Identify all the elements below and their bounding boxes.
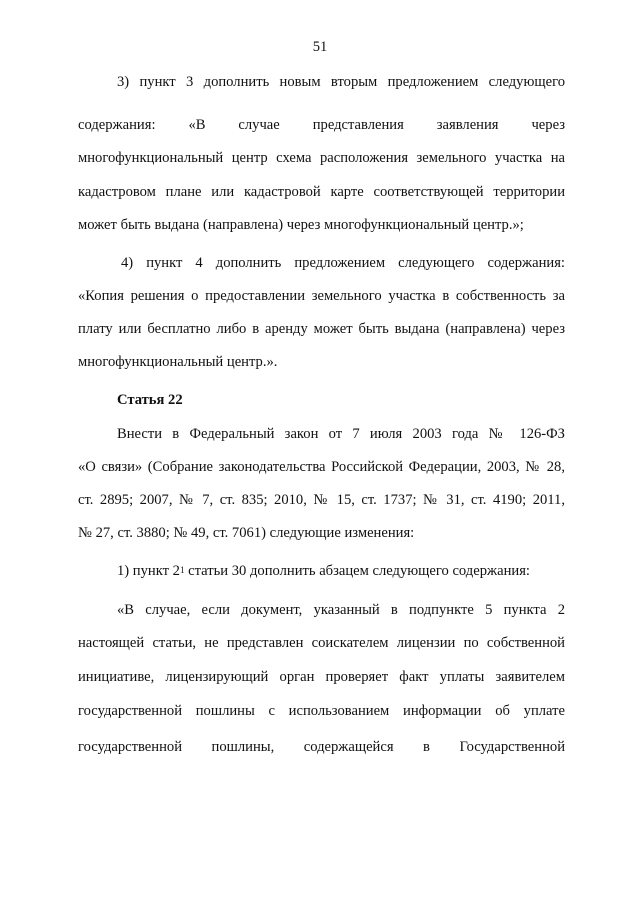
paragraph-line [117, 561, 565, 582]
paragraph-line: Внести в Федеральный закон от 7 июля 2003 года № 126-ФЗ [117, 426, 565, 442]
paragraph-line: «Копия решения о предоставлении земельного участка в собственность за [78, 288, 565, 304]
paragraph-line: многофункциональный центр схема расположения земельного участка на [78, 150, 565, 166]
paragraph-line: кадастровом плане или кадастровой карте соответствующей территории [78, 184, 565, 200]
paragraph-line: «В случае, если документ, указанный в подпункте 5 пункта 2 [117, 602, 565, 618]
page-number: 51 [312, 39, 328, 55]
paragraph-line: 3) пункт 3 дополнить новым вторым предложением следующего [117, 74, 565, 90]
paragraph-line: «О связи» (Собрание законодательства Российской Федерации, 2003, № 28, [78, 459, 565, 475]
paragraph-line: инициативе, лицензирующий орган проверяет факт уплаты заявителем [78, 669, 565, 685]
paragraph-line: ст. 2895; 2007, № 7, ст. 835; 2010, № 15, ст. 1737; № 31, ст. 4190; 2011, [78, 492, 565, 508]
paragraph-line: № 27, ст. 3880; № 49, ст. 7061) следующие изменения: [78, 525, 415, 541]
list-item-text: 1) пункт 2 [117, 563, 180, 579]
paragraph-line: многофункциональный центр.». [78, 354, 278, 370]
paragraph-line: настоящей статьи, не представлен соискателем лицензии по собственной [78, 635, 565, 651]
paragraph-line: государственной пошлины с использованием информации об уплате [78, 703, 565, 719]
paragraph-line: содержания: «В случае представления заявления через [78, 117, 565, 133]
paragraph-line: 4) пункт 4 дополнить предложением следующего содержания: [121, 255, 565, 271]
list-item-text: статьи 30 дополнить абзацем следующего содержания: [184, 563, 530, 579]
paragraph-line: может быть выдана (направлена) через многофункциональный центр.»; [78, 217, 524, 233]
superscript: 1 [179, 565, 185, 575]
paragraph-line: плату или бесплатно либо в аренду может быть выдана (направлена) через [78, 321, 565, 337]
article-heading: Статья 22 [117, 392, 183, 408]
paragraph-line: государственной пошлины, содержащейся в Государственной [78, 739, 565, 755]
